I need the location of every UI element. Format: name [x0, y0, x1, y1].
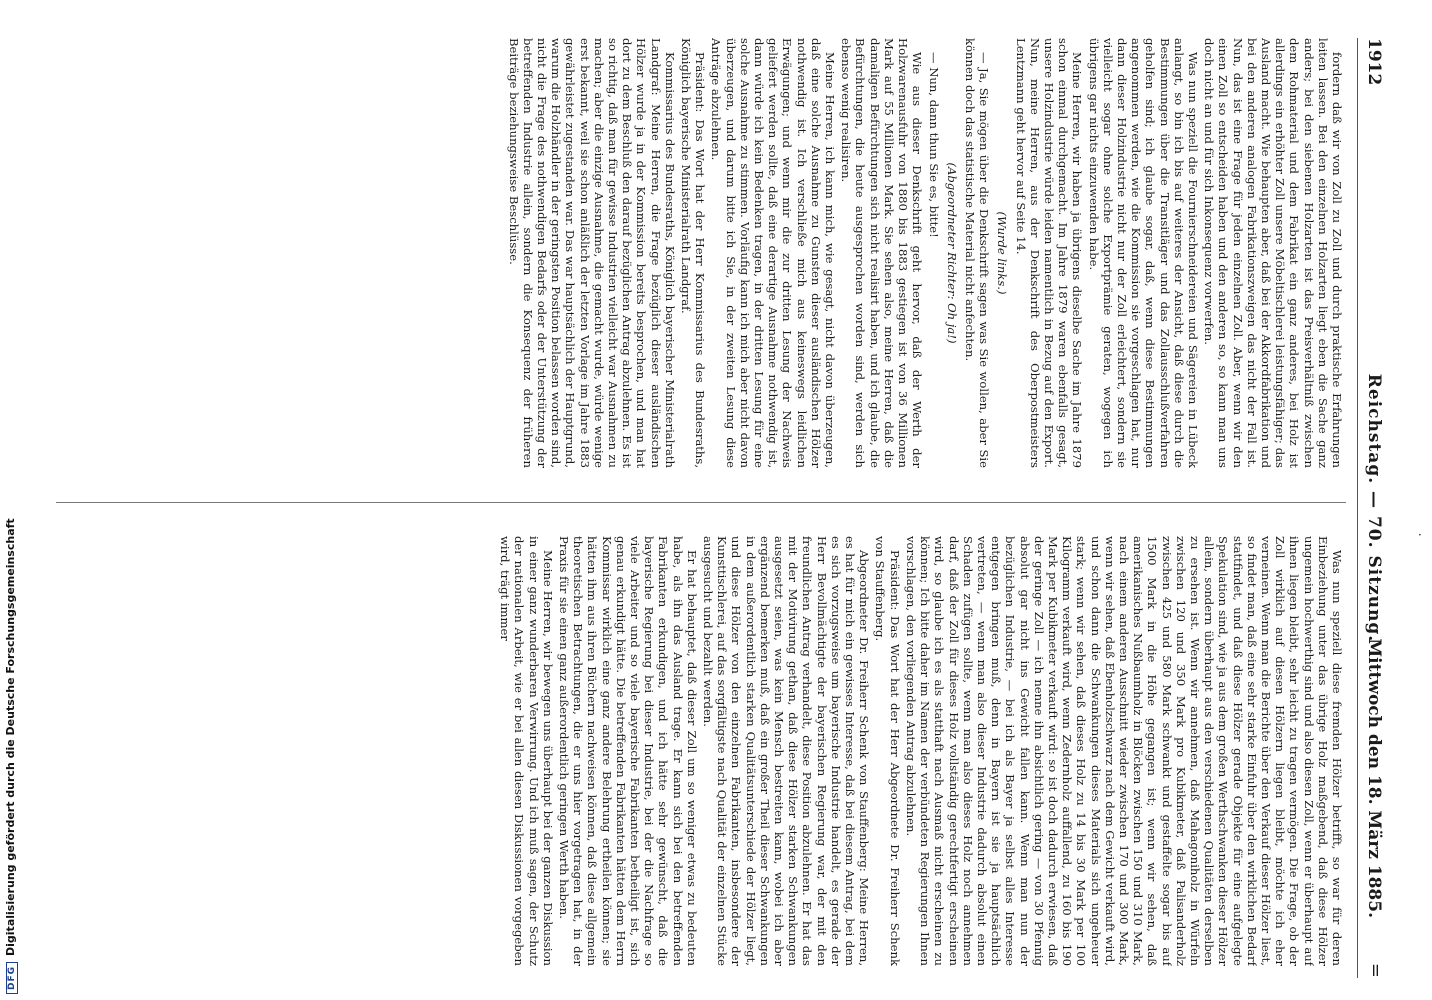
paragraph: Wie aus dieser Denkschrift geht hervor, daß der Werth der Holzwarenausfuhr von 1880 bis 1883 gestiegen ist von 36 Millionen Mark auf 55 Millionen Mark. Sie sehen also, meine Herren, daß die damaligen Befürchtungen sich nicht realisirt haben, und ich glaube, die Befürchtungen, die heute ausgesprochen worden sind, werden sich ebenso wenig realisiren. — [839, 38, 925, 468]
paragraph: — Nun, dann thun Sie es, bitte! — [926, 52, 941, 238]
header-title: Reichstag. — 70. Sitzung. — [1364, 373, 1384, 643]
dfg-logo-icon: DFG — [6, 962, 18, 994]
speaker-paragraph: Abgeordneter Dr. Freiherr Schenk von Stauffenberg: Meine Herren, es hat für mich ein gewisses Interesse, daß bei diesem Antrag, bei dem es sich vorzugsweise um bayerische Industrie handelt, es gerade der Herr Bevollmächtigte der bayerischen Regierung war, der mit den freundlichen Antrag verhandelt, diese Position abzulehnen. Er hat das mit der Motivirung gethan, daß diese Hölzer starken Schwankungen ausgesetzt seien, was kein Mensch bestreiten kann, wobei ich aber ergänzend bemerken muß, daß ein großer Theil dieser Schwankungen in dem außerordentlich starken Qualitätsunterschiede der Hölzer liegt, und diese Hölzer von den einzelnen Fabrikanten, insbesondere der Kunsttischlerei, auf das sorgfältigste nach Qualität der einzelnen Stücke ausgesucht und bezahlt werden. — [701, 536, 872, 966]
paragraph: — Ja, Sie mögen über die Denkschrift sagen was Sie wollen, aber Sie können doch das statistische Material nicht anfechten. — [962, 38, 992, 468]
speaker-paragraph: Präsident: Das Wort hat der Herr Kommissarius des Bundesraths, Königlich bayerische Ministerialrath Landgraf. — [679, 38, 708, 468]
paragraph: Er hat behauptet, daß dieser Zoll um so weniger etwas zu bedeuten habe, als ihn das Ausland trage. Er kann sich bei den betreffenden Fabrikanten erkundigen, und ich hätte sehr gewünscht, daß die bayerische Regierung bei dieser Industrie, bei der die Nachfrage so viele Arbeiter und so viele bayerische Fabrikanten betheiligt ist, sich genau erkundigt hätte. Die betreffenden Fabrikanten hätten dem Herrn Kommissar wirklich eine ganz andere Belehrung ertheilen können; sie hätten ihm aus ihren Büchern nachweisen können, daß diese allgemein theoretischen Betrachtungen, die er uns hier vorgetragen hat, in der Praxis für sie einen ganz außerordentlich geringen Werth haben. — [557, 536, 699, 966]
paragraph: Was nun speziell die Fournierschneidereien und Sägereien in Lübeck anlangt, so bin ich bis auf weiteres der Ansicht, daß diese durch die Bestimmungen über die Transitläger und das Zollausschlußverfahren geholfen sind; ich glaube sogar, daß, wenn diese Bestimmungen angenommen werden, wie die Kommission sie vorgeschlagen hat, nur dann dieser Holzindustrie nicht nur der Zoll erleichtert, sondern sie vielleicht sogar ohne solche Exportprämie geraten, wogegen ich übrigens gar nichts einzuwenden habe. — [1086, 38, 1200, 468]
paragraph: Meine Herren, ich kann mich, wie gesagt, nicht davon überzeugen, daß eine solche Ausnahme zu Gunsten dieser ausländischen Hölzer nothwendig ist. Ich verschließe mich aus keineswegs leidlichen Erwägungen; und wenn mir die zur dritten Lesung der Nachweis geliefert werden sollte, daß eine derartige Ausnahme nothwendig ist, dann würde ich kein Bedenken tragen, in der dritten Lesung für eine solche Ausnahme zu stimmen. Vorläufig kann ich mich aber nicht davon überzeugen, und darum bitte ich Sie, in der zweiten Lesung diese Anträge abzulehnen. — [709, 38, 838, 468]
rotated-newspaper-page — [46, 38, 1386, 978]
paragraph: Was nun speziell diese fremden Hölzer betrifft, so war für deren Einbeziehung unter das übrige Holz maßgebend, daß diese Hölzer ungemein hochwerthig sind und also diesen Zoll, wenn er überhaupt auf ihnen liegen bleibt, sehr leicht zu tragen vermögen. Die Frage, ob der Zoll wirklich auf diesen Hölzern liegen bleibt, möchte ich eher verneinen. Wenn man die Berichte über den Verkauf dieser Hölzer liest, so findet man, daß eine sehr starke Einfuhr über den wirklichen Bedarf stattfindet, und daß diese Hölzer gerade Objekte für eine aufgelegte Spekulation sind, wie ja aus dem großen Werthschwanken dieser Hölzer allein, sondern überhaupt aus den verschiedenen Qualitäten derselben zu ersehen ist. Wenn wir annehmen, daß Mahagoniholz in Würfeln zwischen 120 und 350 Mark pro Kubikmeter, daß Palisanderholz zwischen 425 und 580 Mark schwankt und gestaffelte sogar bis auf 1500 Mark in die Höhe gegangen ist; wenn wir sehen, daß amerikanisches Nußbaumholz in Blöcken zwischen 150 und 310 Mark, nach einem anderen Ausschnitt wieder zwischen 170 und 300 Mark, wenn wir sehen, daß Ebenholzschwarz nach dem Gewicht verkauft wird, und schon dann die Schwankungen dieses Materials sich ungeheuer stark; wenn wir sehen, daß dieses Holz zu 14 bis 30 Mark per 100 Kilogramm verkauft wird, wenn Zedernholz auffallend, zu 160 bis 190 Mark per Kubikmeter verkauft wird: so ist doch dadurch erwiesen, daß der geringe Zoll — ich nenne ihn absichtlich gering — von 30 Pfennig absolut gar nicht ins Gewicht fallen kann. Wenn man nun der bezüglichen Industrie, — bei ich als Bayer ja selbst alles Interesse entgegen bringen muß, denn in Bayern ist sie ja hauptsächlich vertreten, — wenn man also dieser Industrie dadurch absolut einen Schaden zufügen sollte, wenn man also dieses Holz noch annehmen darf, daß der Zoll für dieses Holz vollständig gerechtfertigt erscheinen wird, so glaube ich es als statthaft nach Ausmaß nicht erscheinen zu können; Ich bitte daher im Namen der verbündeten Regierungen Ihnen vorschlagen, den vorliegenden Antrag abzulehnen. — [903, 536, 1344, 966]
credit-text: Digitalisierung gefördert durch die Deutsche Forschungsgemeinschaft — [4, 518, 17, 956]
column-divider — [56, 502, 1346, 503]
header-date: Mittwoch den 18. März 1885. — [1364, 638, 1384, 918]
right-column — [54, 536, 1344, 966]
header-mark: = — [1365, 962, 1386, 978]
page-number: 1912 — [1364, 38, 1384, 86]
left-column — [54, 38, 1344, 468]
interjection: (Abgeordneter Richter: Oh ja!) — [944, 162, 959, 344]
header-rule — [1357, 38, 1358, 978]
digitization-credit — [4, 518, 18, 994]
speaker-paragraph: Präsident: Das Wort hat der Herr Abgeordnete Dr. Freiherr Schenk von Stauffenberg. — [873, 536, 902, 966]
paragraph: fordern daß wir von Zoll zu Zoll und durch praktische Erfahrungen leiten lassen. Bei den einzelnen Holzarten liegt eben die Sache ganz anders; bei den siebenen Holzarten ist das Preisverhältniß zwischen dem Rohmaterial und dem Fabrikat ein ganz anderes, bei Holz ist allerdings ein erhöhter Zoll unsere Möbeltischlerei leistungsfähiger; das Ausland macht. Wie behaupten aber, daß bei der Akkordfabrikation und bei den anderen analogen Fabrikationszweigen das nicht der Fall ist. Nun, das ist eine Frage für jeden einzelnen Zoll. Aber, wenn wir den einen Zoll so entscheiden haben und den anderen so, so kann man uns doch nicht an und für sich Inkonsequenz vorwerfen. — [1202, 38, 1344, 468]
page-header — [1356, 38, 1386, 978]
interjection: (Wurde links.) — [995, 211, 1010, 295]
paragraph: Meine Herren, wir bewegen uns überhaupt bei der ganzen Diskussion in einer ganz wunderbaren Verwirrung. Und ich muß sagen, der Schutz der nationalen Arbeit, wie er bei allen diesen Diskussionen vorgegeben wird, trägt immer — [498, 536, 555, 966]
paragraph: Meine Herren, wir haben ja übrigens dieselbe Sache im Jahre 1879 schon einmal durchgemacht. Im Jahre 1879 waren ebenfalls gesagt, unsere Holzindustrie würde leiden namentlich in Bezug auf den Export. Nun, meine Herren, aus der Denkschrift des Oberpostmeisters Lentzmann geht hervor auf Seite 14. — [1013, 38, 1085, 468]
speaker-paragraph: Kommissarius des Bundesraths, Königlich bayerischer Ministerialrath Landgraf: Meine Herren, die Frage bezüglich dieser ausländischen Hölzer wurde ja in der Kommission bereits besprochen, und man hat dort zu dem Beschluß den darauf bezüglichen Antrag abzulehnen. Es ist so richtig, daß man für gewisse Industrien vielleicht war Ausnahmen zu machen; aber die einzige Ausnahme, die gemacht wurde, würde wenige erst bekannt, weil sie schon anläßlich der letzten Vorlage im Jahre 1883 gewährleistet zugestanden war. Das war hauptsächlich der Hauptgrund, warum die Holzhändler in der geringsten Position belassen worden sind, nicht die Frage des nothwendigen Bedarfs oder der Unterstützung der betreffenden Industrie allein, sondern die Konsequenz der früheren Beiträge beziehungsweise Beschlüsse. — [506, 38, 677, 468]
margin-mark: · — [1418, 528, 1422, 542]
